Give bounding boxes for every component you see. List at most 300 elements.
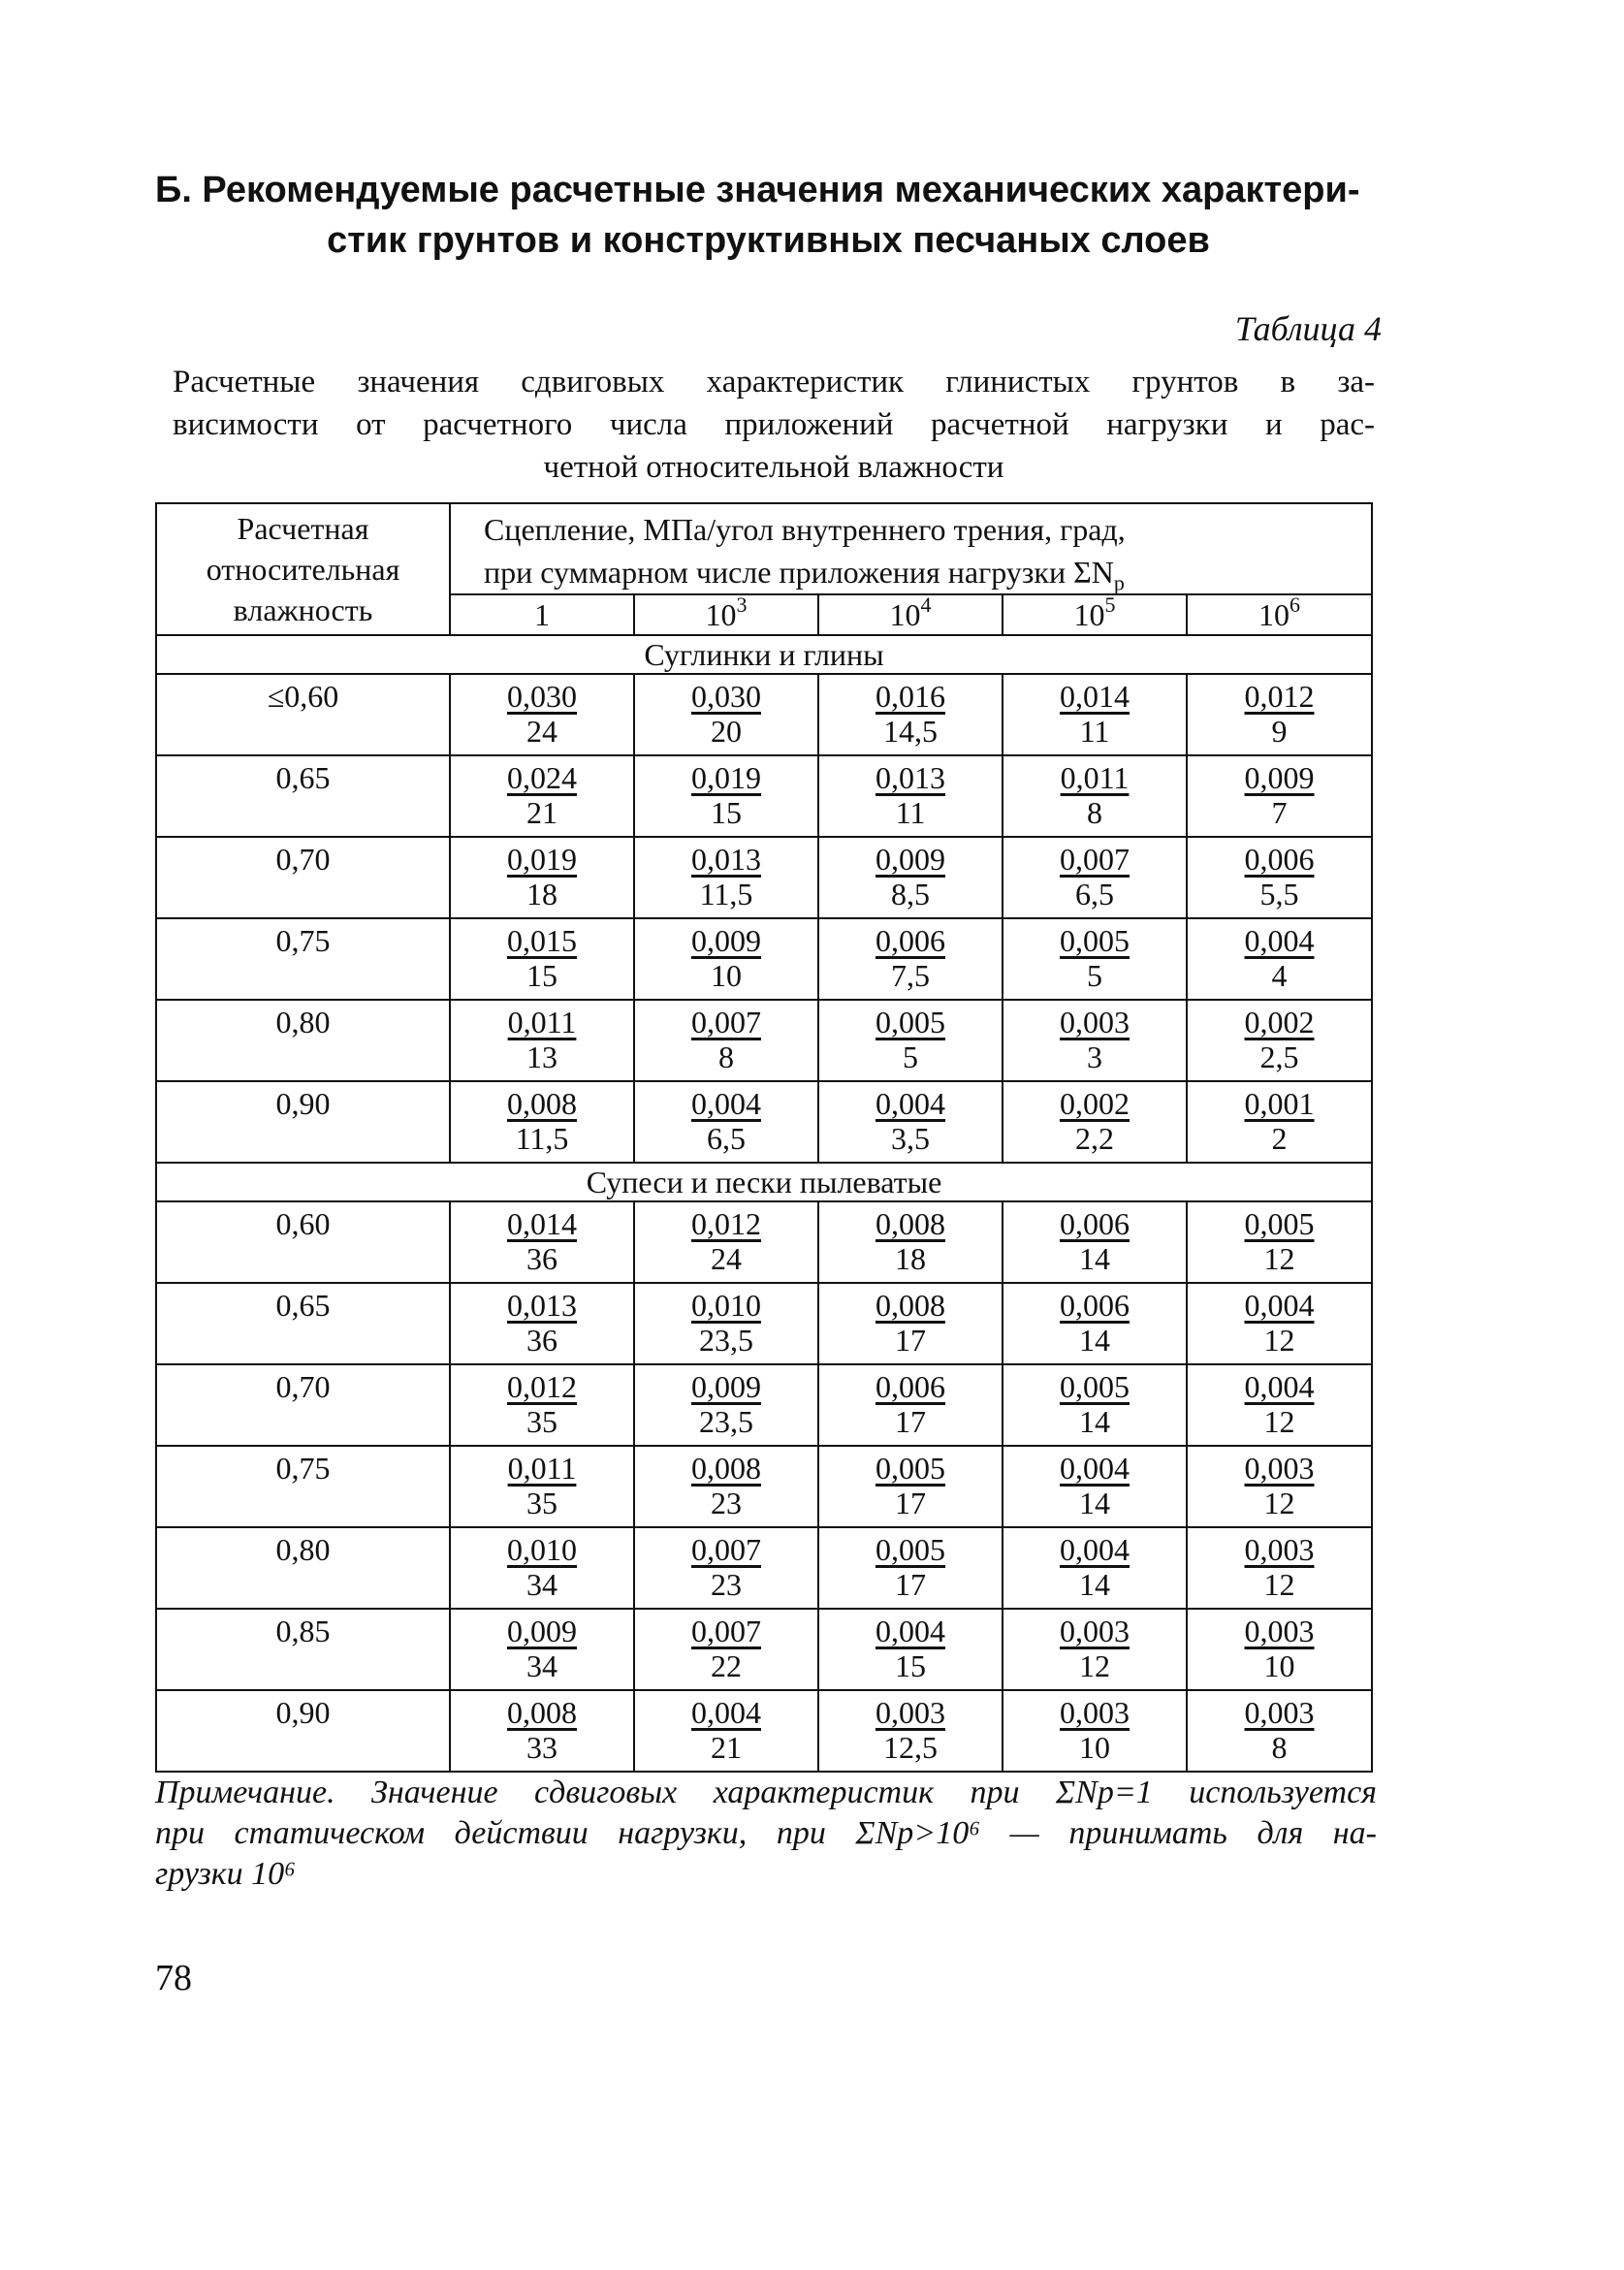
- cohesion-value: 0,005: [1060, 923, 1130, 958]
- cohesion-value: 0,012: [507, 1369, 577, 1404]
- cohesion-value-wrap: [819, 1206, 1002, 1241]
- cohesion-value-wrap: [635, 1086, 817, 1121]
- cohesion-value: 0,009: [1244, 760, 1315, 795]
- cohesion-value: 0,011: [1060, 760, 1130, 795]
- cohesion-value: 0,011: [507, 1451, 577, 1486]
- value-cell: [634, 1609, 818, 1690]
- cohesion-value: 0,003: [876, 1695, 945, 1730]
- cohesion-value-wrap: [635, 1614, 817, 1648]
- table-row: [156, 1609, 1372, 1690]
- value-cell: [818, 1690, 1003, 1772]
- cohesion-value: 0,007: [691, 1532, 761, 1567]
- cohesion-value-wrap: [635, 1288, 817, 1323]
- value-cell: [818, 1446, 1003, 1527]
- cohesion-value: 0,006: [1244, 842, 1315, 877]
- cohesion-value-wrap: [1003, 1086, 1186, 1121]
- cohesion-value-wrap: [635, 1369, 817, 1404]
- value-cell: [1003, 674, 1187, 755]
- cohesion-value-wrap: [635, 679, 817, 714]
- cohesion-value-wrap: [1188, 1005, 1371, 1039]
- value-cell: [1187, 1000, 1372, 1081]
- table-caption-line-2: висимости от расчетного числа приложений расчетной нагрузки и рас-: [173, 407, 1375, 442]
- cohesion-value-wrap: [819, 842, 1002, 877]
- cohesion-value: 0,011: [507, 1005, 577, 1039]
- cohesion-value-wrap: [451, 1206, 633, 1241]
- cohesion-value: 0,014: [1060, 679, 1130, 714]
- table-note-line-1: Примечание. Значение сдвиговых характеристик при ΣNp=1 используется: [155, 1774, 1377, 1810]
- friction-angle-value: 11: [895, 795, 926, 830]
- cohesion-value: 0,005: [1060, 1369, 1130, 1404]
- cohesion-value: 0,006: [876, 923, 945, 958]
- humidity-cell: 0,90: [156, 1690, 450, 1772]
- section-heading: [155, 165, 1382, 266]
- cohesion-value-wrap: [819, 760, 1002, 795]
- table-note-line-3: грузки 10⁶: [155, 1856, 296, 1892]
- value-cell: [450, 837, 634, 918]
- cohesion-value-wrap: [635, 1451, 817, 1486]
- cohesion-value-wrap: [451, 842, 633, 877]
- cohesion-value: 0,013: [507, 1288, 577, 1323]
- value-cell: [1187, 837, 1372, 918]
- friction-angle-value: 14: [1079, 1486, 1110, 1520]
- friction-angle-value: 5: [1087, 958, 1102, 993]
- cohesion-value: 0,004: [876, 1614, 945, 1648]
- cohesion-value: 0,003: [1060, 1695, 1130, 1730]
- cohesion-value-wrap: [451, 1005, 633, 1039]
- friction-angle-value: 10: [711, 958, 742, 993]
- cohesion-value: 0,004: [1060, 1451, 1130, 1486]
- friction-angle-value: 17: [895, 1486, 926, 1520]
- cohesion-value: 0,030: [507, 679, 577, 714]
- cohesion-value: 0,004: [1244, 1369, 1315, 1404]
- load-count-header: [634, 594, 818, 635]
- cohesion-value-wrap: [1188, 1086, 1371, 1121]
- friction-angle-value: 21: [711, 1730, 742, 1765]
- cohesion-value-wrap: [1188, 1451, 1371, 1486]
- cohesion-value: 0,005: [876, 1451, 945, 1486]
- load-count-base: 1: [534, 597, 550, 632]
- cohesion-value-wrap: [1003, 923, 1186, 958]
- cohesion-value-wrap: [1003, 1369, 1186, 1404]
- humidity-cell: 0,75: [156, 918, 450, 1000]
- friction-angle-value: 15: [526, 958, 557, 993]
- value-cell: [1187, 918, 1372, 1000]
- cohesion-value: 0,003: [1244, 1532, 1315, 1567]
- value-cell: [634, 1364, 818, 1446]
- load-count-base: 10: [705, 597, 737, 632]
- friction-angle-value: 3,5: [891, 1121, 930, 1156]
- cohesion-value-wrap: [819, 923, 1002, 958]
- cohesion-value-wrap: [1188, 923, 1371, 958]
- value-cell: [1003, 1283, 1187, 1364]
- cohesion-value-wrap: [635, 1005, 817, 1039]
- page-number: 78: [155, 1958, 192, 1998]
- cohesion-value: 0,006: [1060, 1206, 1130, 1241]
- cohesion-value-wrap: [451, 1614, 633, 1648]
- friction-angle-value: 8: [1271, 1730, 1288, 1765]
- cohesion-value: 0,015: [507, 923, 577, 958]
- value-cell: [1003, 1000, 1187, 1081]
- table-caption-line-3: четной относительной влажности: [543, 450, 1004, 485]
- cohesion-value: 0,004: [691, 1086, 761, 1121]
- cohesion-value-wrap: [819, 1369, 1002, 1404]
- value-cell: [1003, 918, 1187, 1000]
- friction-angle-value: 6,5: [707, 1121, 746, 1156]
- friction-angle-value: 24: [526, 714, 557, 749]
- friction-angle-value: 5,5: [1259, 877, 1299, 911]
- load-count-exponent: 6: [1290, 592, 1301, 618]
- cohesion-value-wrap: [1003, 1695, 1186, 1730]
- friction-angle-value: 13: [526, 1039, 557, 1074]
- cohesion-value-wrap: [1003, 1206, 1186, 1241]
- load-group-header: [450, 503, 1372, 594]
- table-row: [156, 918, 1372, 1000]
- friction-angle-value: 8: [718, 1039, 734, 1074]
- cohesion-value: 0,016: [876, 679, 945, 714]
- friction-angle-value: 9: [1271, 714, 1288, 749]
- value-cell: [818, 1201, 1003, 1283]
- friction-angle-value: 15: [711, 795, 742, 830]
- cohesion-value-wrap: [1003, 1614, 1186, 1648]
- humidity-cell: 0,80: [156, 1527, 450, 1609]
- cohesion-value: 0,009: [691, 1369, 761, 1404]
- cohesion-value: 0,008: [876, 1206, 945, 1241]
- cohesion-value-wrap: [451, 1451, 633, 1486]
- humidity-cell: 0,80: [156, 1000, 450, 1081]
- cohesion-value-wrap: [1003, 760, 1186, 795]
- cohesion-value: 0,002: [1060, 1086, 1130, 1121]
- cohesion-value: 0,006: [876, 1369, 945, 1404]
- value-cell: [450, 1081, 634, 1163]
- humidity-cell: 0,60: [156, 1201, 450, 1283]
- cohesion-value-wrap: [819, 1451, 1002, 1486]
- cohesion-value: 0,001: [1244, 1086, 1315, 1121]
- table-label: Таблица 4: [1234, 309, 1382, 348]
- value-cell: [1003, 1364, 1187, 1446]
- friction-angle-value: 12: [1263, 1404, 1295, 1439]
- cohesion-value-wrap: [635, 1532, 817, 1567]
- cohesion-value: 0,010: [507, 1532, 577, 1567]
- friction-angle-value: 12: [1263, 1486, 1295, 1520]
- cohesion-value-wrap: [1188, 1532, 1371, 1567]
- humidity-cell: 0,75: [156, 1446, 450, 1527]
- friction-angle-value: 23: [711, 1486, 742, 1520]
- load-count-base: 10: [1258, 597, 1290, 632]
- load-count-exponent: 4: [920, 592, 932, 618]
- cohesion-value-wrap: [819, 1532, 1002, 1567]
- value-cell: [1003, 837, 1187, 918]
- humidity-cell: 0,70: [156, 1364, 450, 1446]
- cohesion-value: 0,004: [691, 1695, 761, 1730]
- cohesion-value-wrap: [819, 1005, 1002, 1039]
- cohesion-value-wrap: [1188, 1369, 1371, 1404]
- section-title: Супеси и пески пылеватые: [156, 1163, 1372, 1201]
- value-cell: [634, 1201, 818, 1283]
- friction-angle-value: 10: [1263, 1648, 1295, 1683]
- friction-angle-value: 8: [1087, 795, 1102, 830]
- value-cell: [634, 1446, 818, 1527]
- friction-angle-value: 17: [895, 1323, 926, 1358]
- load-group-header-line-2: при суммарном числе приложения нагрузки ΣN: [484, 555, 1114, 590]
- value-cell: [634, 918, 818, 1000]
- value-cell: [1187, 1609, 1372, 1690]
- table-header-row: [156, 503, 1372, 594]
- value-cell: [634, 837, 818, 918]
- cohesion-value-wrap: [1188, 1695, 1371, 1730]
- friction-angle-value: 23,5: [699, 1404, 753, 1439]
- cohesion-value: 0,012: [691, 1206, 761, 1241]
- value-cell: [1003, 1446, 1187, 1527]
- cohesion-value: 0,008: [691, 1451, 761, 1486]
- cohesion-value-wrap: [635, 842, 817, 877]
- friction-angle-value: 15: [895, 1648, 926, 1683]
- cohesion-value: 0,030: [691, 679, 761, 714]
- friction-angle-value: 23: [711, 1567, 742, 1602]
- friction-angle-value: 10: [1079, 1730, 1110, 1765]
- section-row: [156, 1163, 1372, 1201]
- value-cell: [1003, 1690, 1187, 1772]
- value-cell: [1187, 674, 1372, 755]
- cohesion-value-wrap: [819, 1086, 1002, 1121]
- table-row: [156, 1690, 1372, 1772]
- cohesion-value: 0,009: [507, 1614, 577, 1648]
- friction-angle-value: 35: [526, 1404, 557, 1439]
- value-cell: [818, 674, 1003, 755]
- value-cell: [450, 1690, 634, 1772]
- cohesion-value-wrap: [451, 679, 633, 714]
- cohesion-value-wrap: [635, 760, 817, 795]
- table-caption-line-1: Расчетные значения сдвиговых характеристик глинистых грунтов в за-: [173, 365, 1375, 400]
- friction-angle-value: 18: [526, 877, 557, 911]
- friction-angle-value: 11,5: [699, 877, 753, 911]
- cohesion-value-wrap: [1003, 1005, 1186, 1039]
- value-cell: [1187, 755, 1372, 837]
- friction-angle-value: 35: [526, 1486, 557, 1520]
- friction-angle-value: 33: [526, 1730, 557, 1765]
- cohesion-value-wrap: [451, 1369, 633, 1404]
- cohesion-value: 0,013: [876, 760, 945, 795]
- value-cell: [634, 1527, 818, 1609]
- cohesion-value-wrap: [1188, 679, 1371, 714]
- value-cell: [1187, 1283, 1372, 1364]
- friction-angle-value: 5: [903, 1039, 918, 1074]
- cohesion-value: 0,009: [876, 842, 945, 877]
- friction-angle-value: 18: [895, 1241, 926, 1276]
- cohesion-value: 0,007: [1060, 842, 1130, 877]
- cohesion-value: 0,004: [1244, 1288, 1315, 1323]
- cohesion-value-wrap: [635, 923, 817, 958]
- value-cell: [1187, 1081, 1372, 1163]
- cohesion-value: 0,003: [1060, 1005, 1130, 1039]
- load-count-header: [818, 594, 1003, 635]
- friction-angle-value: 17: [895, 1567, 926, 1602]
- value-cell: [1003, 1201, 1187, 1283]
- table-row: [156, 1283, 1372, 1364]
- value-cell: [1187, 1446, 1372, 1527]
- cohesion-value-wrap: [1003, 1451, 1186, 1486]
- cohesion-value: 0,008: [507, 1695, 577, 1730]
- cohesion-value: 0,012: [1244, 679, 1315, 714]
- value-cell: [634, 1283, 818, 1364]
- value-cell: [818, 1081, 1003, 1163]
- cohesion-value-wrap: [819, 1288, 1002, 1323]
- friction-angle-value: 14,5: [883, 714, 938, 749]
- cohesion-value: 0,013: [691, 842, 761, 877]
- friction-angle-value: 2,2: [1075, 1121, 1114, 1156]
- humidity-cell: 0,65: [156, 755, 450, 837]
- friction-angle-value: 2,5: [1259, 1039, 1299, 1074]
- cohesion-value-wrap: [1003, 1288, 1186, 1323]
- friction-angle-value: 36: [526, 1241, 557, 1276]
- cohesion-value: 0,005: [1244, 1206, 1315, 1241]
- cohesion-value: 0,005: [876, 1532, 945, 1567]
- value-cell: [818, 1283, 1003, 1364]
- value-cell: [450, 755, 634, 837]
- section-title: Суглинки и глины: [156, 635, 1372, 674]
- value-cell: [818, 755, 1003, 837]
- cohesion-value: 0,009: [691, 923, 761, 958]
- cohesion-value: 0,004: [876, 1086, 945, 1121]
- cohesion-value-wrap: [635, 1695, 817, 1730]
- value-cell: [634, 674, 818, 755]
- value-cell: [1003, 755, 1187, 837]
- friction-angle-value: 7,5: [891, 958, 930, 993]
- load-count-base: 10: [1073, 597, 1105, 632]
- cohesion-value: 0,010: [691, 1288, 761, 1323]
- cohesion-value-wrap: [451, 1086, 633, 1121]
- humidity-column-header: Расчетная относительная влажность: [156, 503, 450, 635]
- cohesion-value-wrap: [1003, 1532, 1186, 1567]
- friction-angle-value: 14: [1079, 1323, 1110, 1358]
- value-cell: [634, 1000, 818, 1081]
- cohesion-value: 0,003: [1060, 1614, 1130, 1648]
- table-row: [156, 1201, 1372, 1283]
- cohesion-value-wrap: [1188, 1614, 1371, 1648]
- table-row: [156, 1364, 1372, 1446]
- load-count-header: [1187, 594, 1372, 635]
- cohesion-value-wrap: [819, 1614, 1002, 1648]
- humidity-cell: 0,90: [156, 1081, 450, 1163]
- value-cell: [1187, 1690, 1372, 1772]
- load-count-exponent: 3: [736, 592, 748, 618]
- value-cell: [818, 1364, 1003, 1446]
- cohesion-value-wrap: [1188, 1206, 1371, 1241]
- friction-angle-value: 11: [1079, 714, 1110, 749]
- value-cell: [1187, 1364, 1372, 1446]
- value-cell: [1003, 1081, 1187, 1163]
- value-cell: [450, 1000, 634, 1081]
- cohesion-value-wrap: [1188, 842, 1371, 877]
- friction-angle-value: 34: [526, 1567, 557, 1602]
- value-cell: [818, 1000, 1003, 1081]
- cohesion-value-wrap: [635, 1206, 817, 1241]
- cohesion-value-wrap: [451, 1288, 633, 1323]
- friction-angle-value: 20: [711, 714, 742, 749]
- cohesion-value-wrap: [819, 679, 1002, 714]
- load-group-header-line-1: Сцепление, МПа/угол внутреннего трения, град,: [484, 512, 1126, 547]
- cohesion-value: 0,024: [507, 760, 577, 795]
- humidity-cell: ≤0,60: [156, 674, 450, 755]
- section-row: [156, 635, 1372, 674]
- table-row: [156, 1527, 1372, 1609]
- cohesion-value: 0,004: [1060, 1532, 1130, 1567]
- friction-angle-value: 12: [1079, 1648, 1110, 1683]
- friction-angle-value: 11,5: [515, 1121, 569, 1156]
- value-cell: [450, 1364, 634, 1446]
- cohesion-value: 0,019: [691, 760, 761, 795]
- table-row: [156, 1446, 1372, 1527]
- table-note-line-2: при статическом действии нагрузки, при ΣNp>10⁶ — принимать для на-: [155, 1815, 1377, 1851]
- cohesion-value: 0,008: [507, 1086, 577, 1121]
- load-count-exponent: 5: [1104, 592, 1116, 618]
- load-count-base: 10: [889, 597, 921, 632]
- friction-angle-value: 12: [1263, 1323, 1295, 1358]
- cohesion-value-wrap: [1003, 679, 1186, 714]
- cohesion-value: 0,006: [1060, 1288, 1130, 1323]
- friction-angle-value: 12,5: [883, 1730, 938, 1765]
- friction-angle-value: 12: [1263, 1241, 1295, 1276]
- table-row: [156, 674, 1372, 755]
- cohesion-value-wrap: [1003, 842, 1186, 877]
- value-cell: [818, 1609, 1003, 1690]
- value-cell: [1187, 1201, 1372, 1283]
- section-heading-line-1: Б. Рекомендуемые расчетные значения механических характери-: [155, 170, 1360, 210]
- table-row: [156, 755, 1372, 837]
- value-cell: [634, 1690, 818, 1772]
- value-cell: [450, 1446, 634, 1527]
- friction-angle-value: 17: [895, 1404, 926, 1439]
- cohesion-value: 0,005: [876, 1005, 945, 1039]
- friction-angle-value: 2: [1271, 1121, 1288, 1156]
- table-row: [156, 1081, 1372, 1163]
- friction-angle-value: 34: [526, 1648, 557, 1683]
- friction-angle-value: 23,5: [699, 1323, 753, 1358]
- cohesion-value: 0,002: [1244, 1005, 1315, 1039]
- value-cell: [818, 918, 1003, 1000]
- value-cell: [818, 1527, 1003, 1609]
- cohesion-value: 0,007: [691, 1614, 761, 1648]
- friction-angle-value: 4: [1271, 958, 1288, 993]
- humidity-cell: 0,65: [156, 1283, 450, 1364]
- cohesion-value: 0,003: [1244, 1614, 1315, 1648]
- humidity-cell: 0,70: [156, 837, 450, 918]
- cohesion-value: 0,007: [691, 1005, 761, 1039]
- value-cell: [818, 837, 1003, 918]
- cohesion-value-wrap: [451, 760, 633, 795]
- friction-angle-value: 8,5: [891, 877, 930, 911]
- value-cell: [450, 918, 634, 1000]
- load-count-header: [1003, 594, 1187, 635]
- value-cell: [450, 1201, 634, 1283]
- value-cell: [450, 674, 634, 755]
- cohesion-value: 0,019: [507, 842, 577, 877]
- table-row: [156, 1000, 1372, 1081]
- cohesion-value: 0,003: [1244, 1695, 1315, 1730]
- friction-angle-value: 12: [1263, 1567, 1295, 1602]
- cohesion-value-wrap: [451, 1532, 633, 1567]
- shear-characteristics-table: [155, 502, 1373, 1773]
- friction-angle-value: 6,5: [1075, 877, 1114, 911]
- cohesion-value-wrap: [451, 1695, 633, 1730]
- value-cell: [450, 1609, 634, 1690]
- value-cell: [450, 1283, 634, 1364]
- cohesion-value: 0,003: [1244, 1451, 1315, 1486]
- table-caption: [173, 361, 1375, 489]
- value-cell: [634, 755, 818, 837]
- value-cell: [1003, 1609, 1187, 1690]
- load-group-header-subscript: p: [1113, 570, 1125, 595]
- value-cell: [1187, 1527, 1372, 1609]
